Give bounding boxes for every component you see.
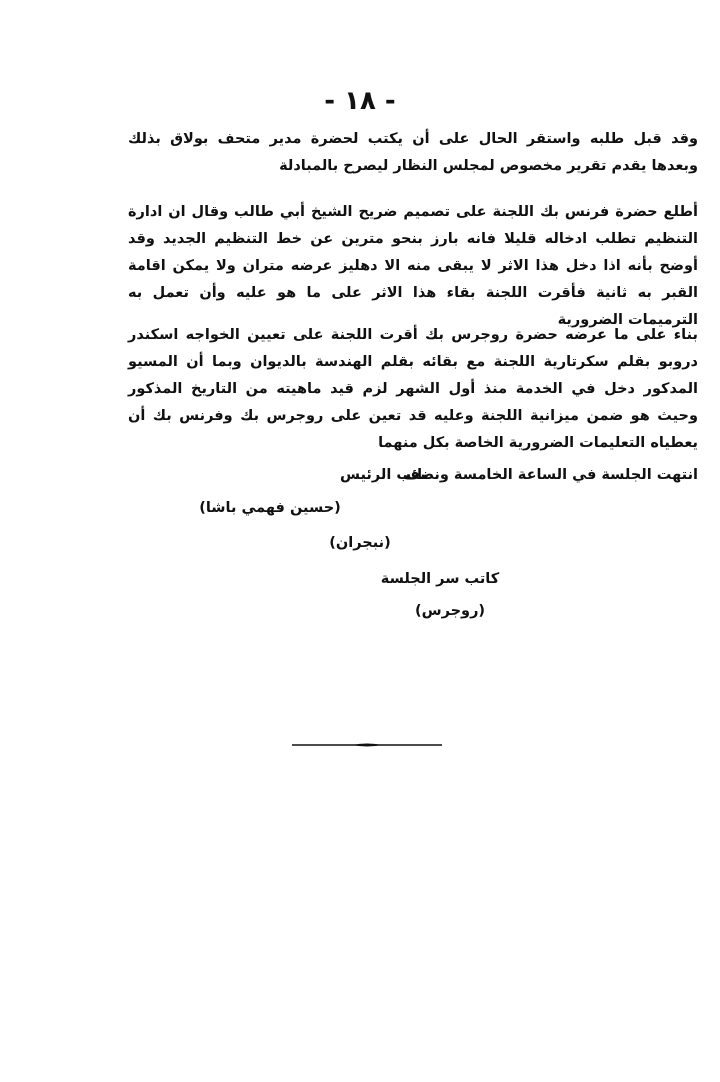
page-number: - ١٨ - xyxy=(324,86,396,116)
signed-name: (نبجران) xyxy=(329,535,391,551)
session-end-statement: انتهت الجلسة في الساعة الخامسة ونصف xyxy=(402,467,698,483)
secretary-title: كاتب سر الجلسة xyxy=(380,571,500,587)
paragraph-museum-exchange: وقد قبل طلبه واستقر الحال على أن يكتب لحضرة مدير متحف بولاق بذلك وبعدها يقدم تقرير مخصوص لمجلس النظار ليصرح بالمبادلة xyxy=(128,131,698,174)
vice-president-name: (حسين فهمي باشا) xyxy=(199,500,341,516)
paragraph-secretary-appointment: بناء على ما عرضه حضرة روجرس بك أقرت اللجنة على تعيين الخواجه اسكندر دروبو بقلم سكرتارية اللجنة مع بقائه بقلم الهندسة بالديوان وبما أن المسيو المدكور دخل في الخدمة منذ أول الشهر لزم قيد ماهيته من التاريخ المذكور وحيث هو ضمن ميزانية اللجنة وعليه قد تعين على روجرس بك وفرنس بك أن يعطياه التعليمات الضرورية الخاصة بكل منهما xyxy=(128,327,698,451)
paragraph-shrine-abu-talib: أطلع حضرة فرنس بك اللجنة على تصميم ضريح الشيخ أبي طالب وقال ان ادارة التنظيم تطلب ادخاله قليلا فانه بارز بنحو مترين عن خط التنظيم الجديد وقد أوضح بأنه اذا دخل هذا الاثر لا يبقى منه الا دهليز عرضه متران ولا يمكن اقامة القبر به ثانية فأقرت اللجنة بقاء هذا الاثر على ما هو عليه وأن تعمل به الترميمات الضرورية xyxy=(128,204,698,328)
vice-president-title: نائب الرئيس xyxy=(340,467,429,483)
secretary-name: (روجرس) xyxy=(414,603,486,619)
ornamental-divider xyxy=(292,742,442,745)
